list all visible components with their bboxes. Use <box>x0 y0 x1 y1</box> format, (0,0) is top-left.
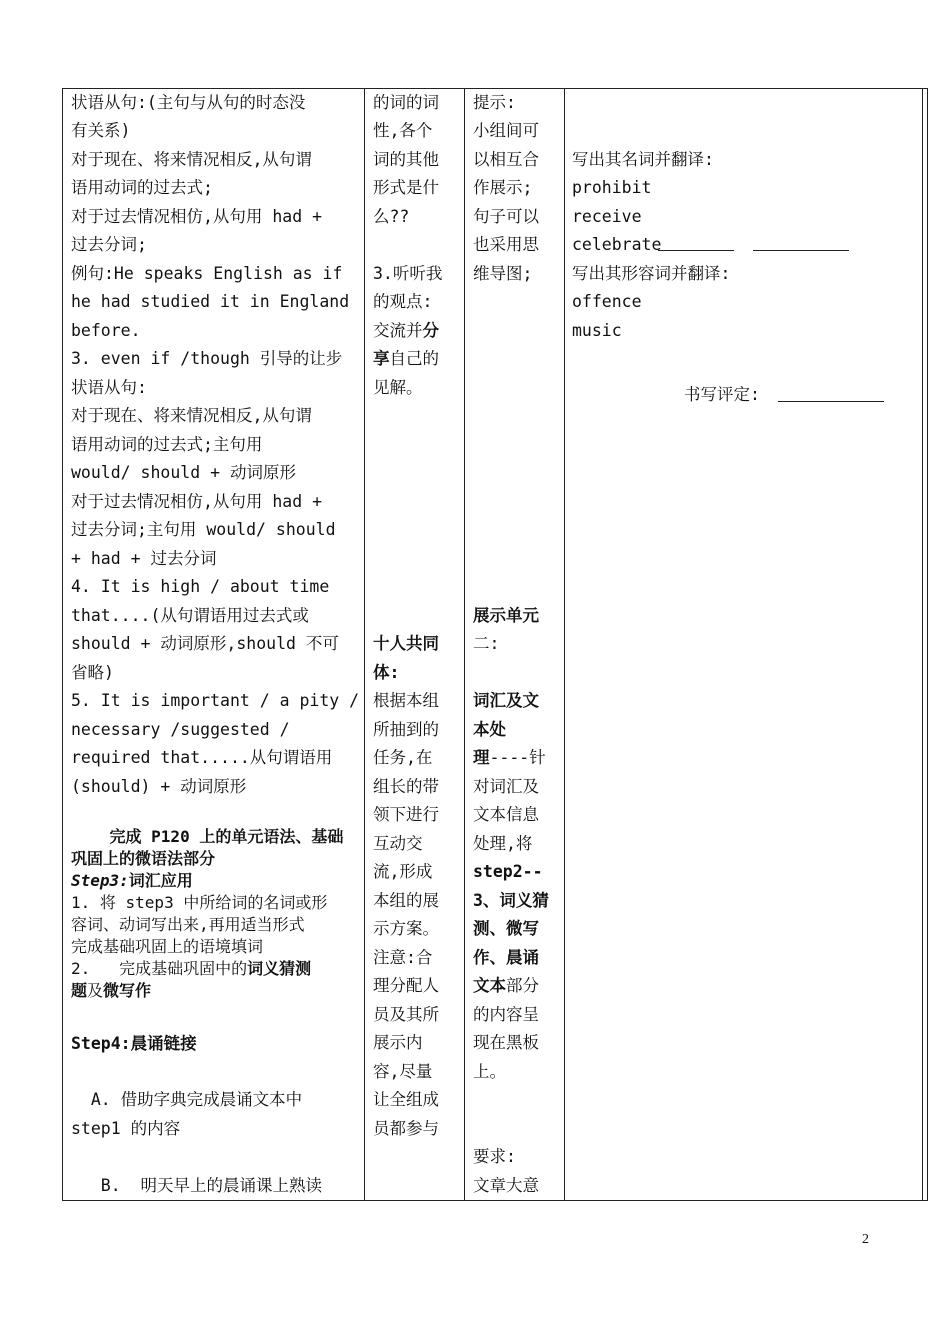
text-span: 词义猜测 <box>247 959 312 978</box>
text-line: 以相互合 <box>473 150 539 169</box>
task-instruction: 巩固上的微语法部分 <box>71 849 216 868</box>
text-line: 所抽到的 <box>373 720 439 739</box>
text-line: 示方案。 <box>373 919 439 938</box>
text-line: 处理,将 <box>473 834 533 853</box>
text-line: he had studied it in England <box>71 292 350 311</box>
unit-title: 二: <box>473 634 500 653</box>
text-line: 提示: <box>473 93 516 112</box>
text-line: 本处 <box>473 720 506 739</box>
text-line: should + 动词原形,should 不可 <box>71 634 339 653</box>
text-line: would/ should + 动词原形 <box>71 463 296 482</box>
text-span: 部分 <box>506 976 539 995</box>
text-line: 见解。 <box>373 378 423 397</box>
text-line: 根据本组 <box>373 691 439 710</box>
text-line: 测、微写 <box>473 919 539 938</box>
text-line: necessary /suggested / <box>71 720 290 739</box>
text-line: 作、晨诵 <box>473 948 539 967</box>
text-line: 对于现在、将来情况相反,从句谓 <box>71 150 312 169</box>
text-line: 词的其他 <box>373 150 439 169</box>
word-prohibit: prohibit <box>572 178 652 197</box>
text-line: 作展示; <box>473 178 533 197</box>
text-line: 例句:He speaks English as if <box>71 264 343 283</box>
text-line: + had + 过去分词 <box>71 549 217 568</box>
step3-item: 容词、动词写出来,再用适当形式 <box>71 915 305 934</box>
text-line <box>373 317 439 346</box>
text-span: 2. 完成基础巩固中的 <box>71 959 248 978</box>
text-line: 3. even if /though 引导的让步 <box>71 349 343 368</box>
step4-title: 晨诵链接 <box>130 1034 197 1053</box>
text-span: 分 <box>422 321 439 340</box>
text-line: 语用动词的过去式;主句用 <box>71 435 263 454</box>
text-line: 性,各个 <box>373 121 433 140</box>
text-line: 对词汇及 <box>473 777 539 796</box>
text-line: 任务,在 <box>373 748 433 767</box>
answer-blank-noun[interactable] <box>658 232 734 251</box>
text-line: 状语从句: <box>71 378 147 397</box>
text-span: 理 <box>473 748 490 767</box>
text-line: 互动交 <box>373 834 423 853</box>
word-music: music <box>572 321 622 340</box>
text-line: 组长的带 <box>373 777 439 796</box>
text-line: 员都参与 <box>373 1119 439 1138</box>
step3-item: 完成基础巩固上的语境填词 <box>71 937 264 956</box>
text-line: required that.....从句谓语用 <box>71 748 333 767</box>
text-line: 词汇及文 <box>473 691 539 710</box>
step3-title: 词汇应用 <box>128 871 193 890</box>
word-offence: offence <box>572 292 642 311</box>
requirement-label: 要求: <box>473 1147 516 1166</box>
step4-label: Step4: <box>71 1034 131 1053</box>
text-line: 对于现在、将来情况相反,从句谓 <box>71 406 312 425</box>
text-line: 文本信息 <box>473 805 539 824</box>
text-line: 注意:合 <box>373 948 433 967</box>
text-line: 让全组成 <box>373 1090 439 1109</box>
text-line: 过去分词;主句用 would/ should <box>71 520 336 539</box>
text-line: 句子可以 <box>473 207 539 226</box>
text-line: 容,尽量 <box>373 1062 433 1081</box>
text-line: 有关系) <box>71 121 131 140</box>
text-line: 对于过去情况相仿,从句用 had + <box>71 207 323 226</box>
text-line: that....(从句谓语用过去式或 <box>71 606 309 625</box>
text-line: 3、词义猜 <box>473 891 549 910</box>
column-margin <box>922 88 928 1201</box>
text-span: 及 <box>87 981 104 1000</box>
text-line: step2-- <box>473 862 543 881</box>
step3-label: Step3: <box>71 871 129 890</box>
text-line: 小组间可 <box>473 121 539 140</box>
answer-blank-translation[interactable] <box>753 232 849 251</box>
text-line: 员及其所 <box>373 1005 439 1024</box>
text-span: 微写作 <box>103 981 152 1000</box>
word-celebrate: celebrate <box>572 235 662 254</box>
text-line: before. <box>71 321 141 340</box>
text-line: 的观点: <box>373 292 433 311</box>
text-line: 的词的词 <box>373 93 439 112</box>
text-line: 维导图; <box>473 264 533 283</box>
text-line <box>473 972 539 1001</box>
text-line: 的内容呈 <box>473 1005 539 1024</box>
step4-heading <box>71 1030 197 1059</box>
text-line: 状语从句:(主句与从句的时态没 <box>71 93 306 112</box>
text-line: 现在黑板 <box>473 1033 539 1052</box>
text-line: 本组的展 <box>373 891 439 910</box>
text-span: ----针 <box>489 748 546 767</box>
text-line: 对于过去情况相仿,从句用 had + <box>71 492 323 511</box>
step4-item: A. 借助字典完成晨诵文本中 <box>71 1090 303 1109</box>
text-line: (should) + 动词原形 <box>71 777 247 796</box>
text-line: 形式是什 <box>373 178 439 197</box>
writing-evaluation-blank[interactable] <box>778 383 884 402</box>
step4-item: step1 的内容 <box>71 1119 181 1138</box>
text-line: 5. It is important / a pity / <box>71 691 360 710</box>
text-span: 文本 <box>473 976 506 995</box>
step3-item <box>71 958 311 980</box>
text-line: 过去分词; <box>71 235 147 254</box>
step3-item: 1. 将 step3 中所给词的名词或形 <box>71 893 328 912</box>
unit-title: 展示单元 <box>473 606 539 625</box>
page-number: 2 <box>862 1232 869 1247</box>
text-line: 展示内 <box>373 1033 423 1052</box>
word-receive: receive <box>572 207 642 226</box>
task-instruction: 完成 P120 上的单元语法、基础 <box>71 827 344 846</box>
adjective-prompt: 写出其形容词并翻译: <box>572 264 731 283</box>
step4-item: B. 明天早上的晨诵课上熟读 <box>71 1176 323 1195</box>
text-line: 上。 <box>473 1062 506 1081</box>
text-line: 也采用思 <box>473 235 539 254</box>
text-line: 流,形成 <box>373 862 433 881</box>
group-title: 十人共同 <box>373 634 439 653</box>
text-line: 语用动词的过去式; <box>71 178 213 197</box>
text-line: 领下进行 <box>373 805 439 824</box>
text-line <box>473 744 546 773</box>
text-span: 题 <box>71 981 88 1000</box>
text-span: 自己的 <box>389 349 439 368</box>
noun-prompt: 写出其名词并翻译: <box>572 150 714 169</box>
text-span: 交流并 <box>373 321 423 340</box>
text-span: 享 <box>373 349 390 368</box>
text-line <box>373 345 439 374</box>
text-line: 省略) <box>71 663 114 682</box>
text-line: 4. It is high / about time <box>71 577 330 596</box>
step3-item <box>71 980 151 1002</box>
text-line: 理分配人 <box>373 976 439 995</box>
text-line: 文章大意 <box>473 1176 539 1195</box>
step3-heading <box>71 870 193 892</box>
text-line: 3.听听我 <box>373 264 443 283</box>
group-title: 体: <box>373 663 400 682</box>
text-line: 么?? <box>373 207 410 226</box>
writing-evaluation-label: 书写评定: <box>684 385 760 404</box>
